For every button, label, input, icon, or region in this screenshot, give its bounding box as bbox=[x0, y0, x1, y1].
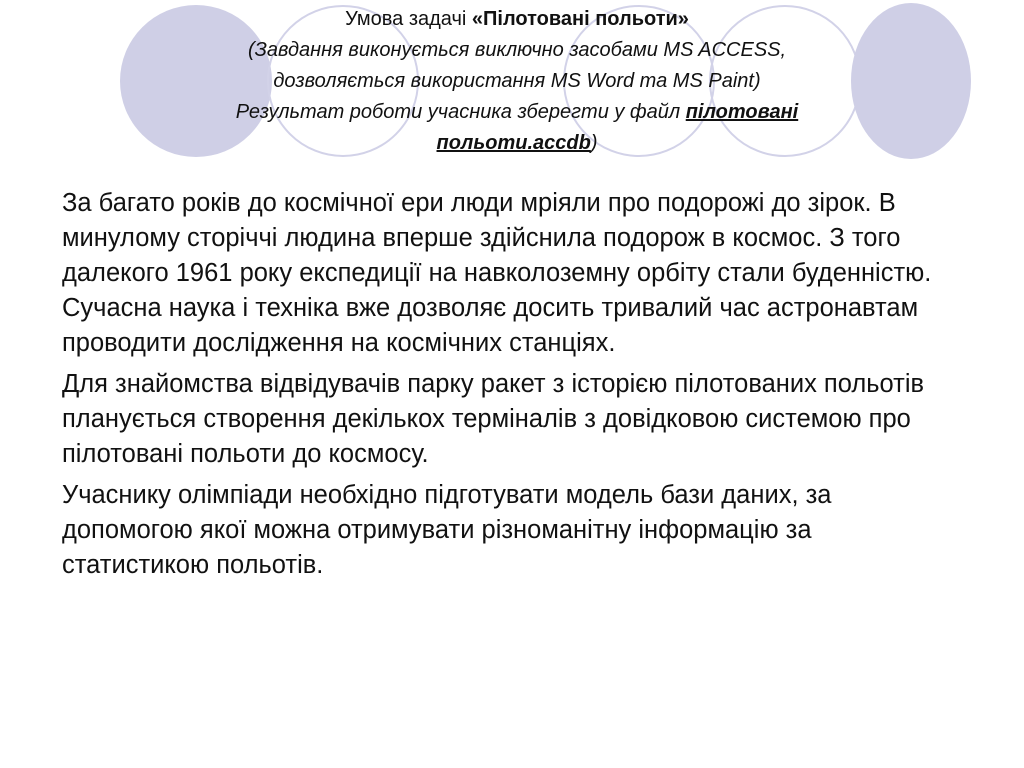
title-line-5 bbox=[120, 128, 914, 159]
file-name-part-1: пілотовані bbox=[685, 101, 799, 123]
title-line-4 bbox=[120, 97, 914, 128]
paragraph-3: Учаснику олімпіади необхідно підготувати модель бази даних, за допомогою якої можна отримувати різноманітну інформацію за статистикою польотів. bbox=[62, 481, 832, 579]
title-line-1 bbox=[120, 4, 914, 35]
title-prefix: Умова задачі bbox=[345, 8, 472, 30]
task-name: «Пілотовані польоти» bbox=[471, 8, 689, 30]
closing-paren: ) bbox=[590, 132, 598, 154]
title-line-2: (Завдання виконується виключно засобами MS ACCESS, bbox=[247, 39, 787, 61]
result-instruction: Результат роботи учасника зберегти у файл bbox=[235, 101, 686, 123]
file-name-part-2: польоти.accdb bbox=[436, 132, 591, 154]
paragraph-2: Для знайомства відвідувачів парку ракет з історією пілотованих польотів планується створення декількох терміналів з довідковою системою про пілотовані польоти до космосу. bbox=[62, 370, 925, 468]
slide-body bbox=[62, 186, 962, 589]
slide-title bbox=[120, 4, 914, 159]
title-line-3: дозволяється використання MS Word та MS Paint) bbox=[273, 70, 761, 92]
paragraph-1: За багато років до космічної ери люди мріяли про подорожі до зірок. В минулому сторіччі людина вперше здійснила подорож в космос. З того далекого 1961 року експедиції на навколоземну орбіту стали буденністю. Сучасна наука і техніка вже дозволяє досить тривалий час астронавтам проводити дослідження на космічних станціях. bbox=[62, 189, 932, 357]
